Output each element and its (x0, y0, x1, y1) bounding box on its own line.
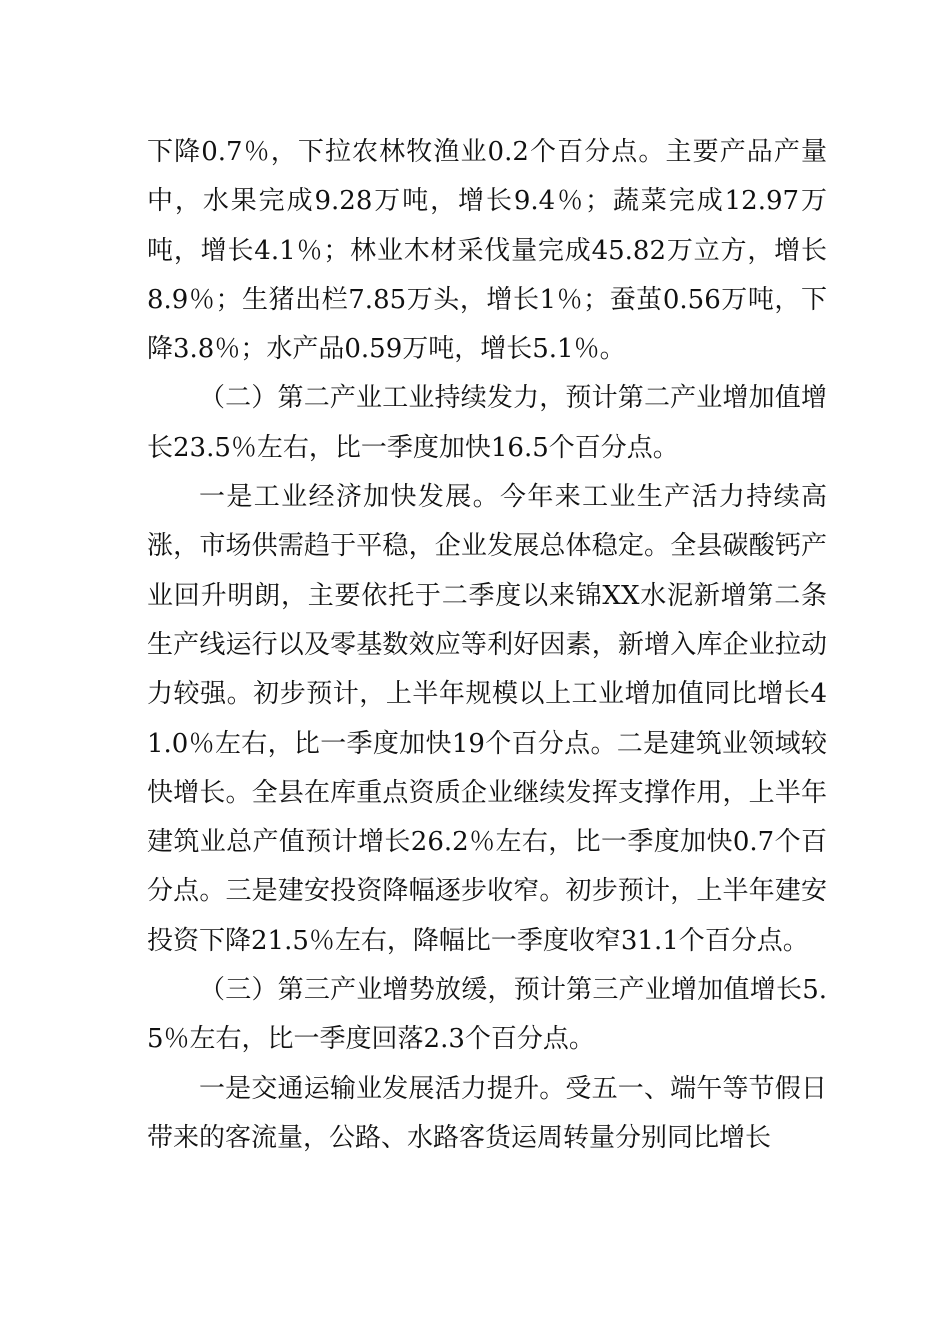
document-body (147, 128, 827, 1163)
paragraph-industry-construction: 一是工业经济加快发展。今年来工业生产活力持续高涨，市场供需趋于平稳，企业发展总体稳定。全县碳酸钙产业回升明朗，主要依托于二季度以来锦XX水泥新增第二条生产线运行以及零基数效应等利好因素，新增入库企业拉动力较强。初步预计，上半年规模以上工业增加值同比增长41.0％左右，比一季度加快19个百分点。二是建筑业领域较快增长。全县在库重点资质企业继续发挥支撑作用，上半年建筑业总产值预计增长26.2％左右，比一季度加快0.7个百分点。三是建安投资降幅逐步收窄。初步预计，上半年建安投资下降21.5％左右，降幅比一季度收窄31.1个百分点。 (147, 482, 827, 956)
paragraph-agriculture-output: 下降0.7％，下拉农林牧渔业0.2个百分点。主要产品产量中，水果完成9.28万吨，增长9.4％；蔬菜完成12.97万吨，增长4.1％；林业木材采伐量完成45.82万立方，增长8.9％；生猪出栏7.85万头，增长1％；蚕茧0.56万吨，下降3.8％；水产品0.59万吨，增长5.1％。 (147, 137, 827, 365)
paragraph-transport: 一是交通运输业发展活力提升。受五一、端午等节假日带来的客流量，公路、水路客货运周转量分别同比增长 (147, 1073, 827, 1153)
paragraph-tertiary-industry-heading: （三）第三产业增势放缓，预计第三产业增加值增长5.5％左右，比一季度回落2.3个百分点。 (147, 975, 827, 1055)
paragraph-secondary-industry-heading: （二）第二产业工业持续发力，预计第二产业增加值增长23.5％左右，比一季度加快16.5个百分点。 (147, 383, 827, 463)
